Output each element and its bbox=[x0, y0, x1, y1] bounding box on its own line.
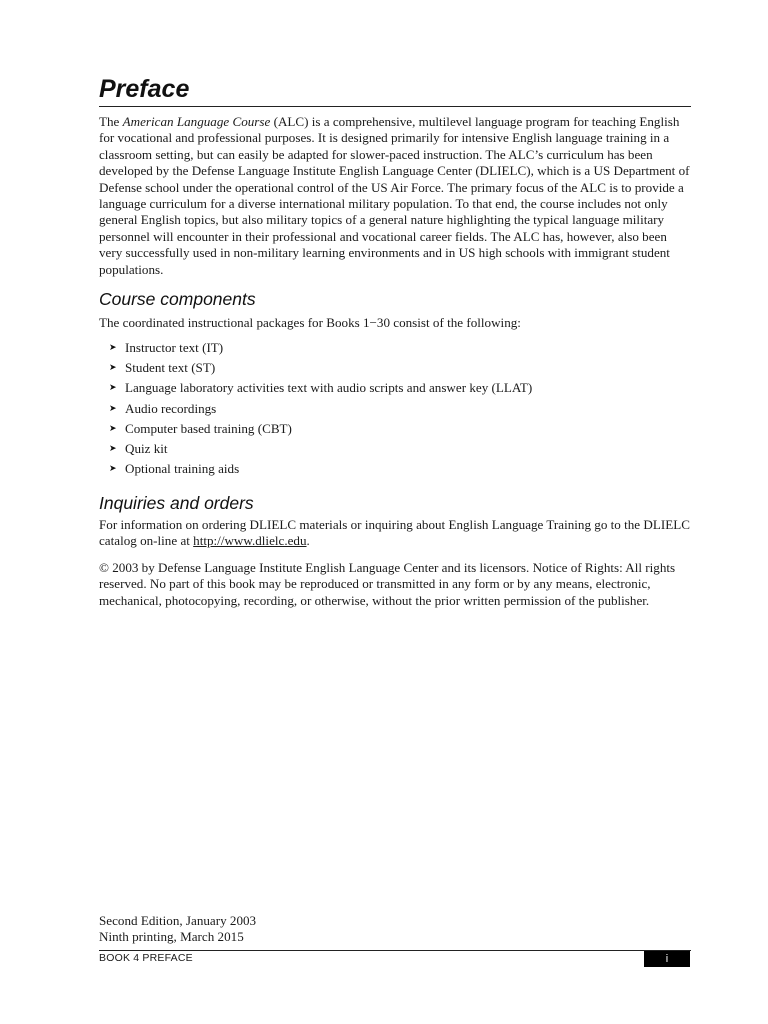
intro-paragraph bbox=[99, 114, 691, 278]
course-name: American Language Course bbox=[122, 114, 271, 129]
list-item-label: Computer based training (CBT) bbox=[125, 420, 292, 436]
list-item-label: Instructor text (IT) bbox=[125, 340, 224, 355]
catalog-link[interactable]: http://www.dlielc.edu bbox=[193, 533, 307, 549]
title-divider bbox=[99, 106, 691, 107]
inquiries-paragraph bbox=[99, 517, 691, 550]
list-item bbox=[109, 378, 532, 398]
arrow-bullet-icon: ➤ bbox=[109, 444, 117, 455]
arrow-bullet-icon: ➤ bbox=[109, 343, 117, 353]
intro-rest: (ALC) is a comprehensive, multilevel language program for teaching English for vocational and professional purposes. It is designed primarily for intensive English language training in a classroom setting, but can easily be adapted for slower-paced instruction. The ALC’s curriculum has been developed by the Defense Language Institute English Language Center (DLIELC), which is a US Department of Defense school under the operational control of the US Air Force. The primary focus of the ALC is to provide a language curriculum for a diverse international military population. To that end, the course includes not only general English topics, but also military topics of a general nature highlighting the typical language military personnel will encounter in their professional and vocational career fields. The ALC has, however, also been very successfully used in non-military learning environments and in US high schools with immigrant student populations. bbox=[99, 114, 690, 277]
inquiries-heading: Inquiries and orders bbox=[99, 493, 254, 513]
arrow-bullet-icon: ➤ bbox=[109, 383, 117, 394]
list-item bbox=[109, 399, 532, 419]
page-number: i bbox=[644, 951, 690, 967]
list-item-label: Optional training aids bbox=[125, 461, 240, 477]
copyright-notice: © 2003 by Defense Language Institute English Language Center and its licensors. Notice of Rights: All rights reserved. No part of this book may be reproduced or transmitted in any form or by any means, electronic, mechanical, photocopying, recording, or otherwise, without the prior written permission of the publisher. bbox=[99, 560, 676, 608]
list-item-label: Student text (ST) bbox=[125, 360, 216, 376]
footer-label: BOOK 4 PREFACE bbox=[99, 952, 193, 964]
intro-prefix: The bbox=[99, 114, 123, 129]
course-components-intro: The coordinated instructional packages for Books 1−30 consist of the following: bbox=[99, 315, 521, 330]
inquiries-text: For information on ordering DLIELC materials or inquiring about English Language Training go to the DLIELC catalog on-line at bbox=[99, 517, 690, 549]
list-item-label: Quiz kit bbox=[125, 441, 168, 457]
arrow-bullet-icon: ➤ bbox=[109, 464, 117, 475]
page-title: Preface bbox=[99, 75, 190, 103]
list-item-label: Language laboratory activities text with audio scripts and answer key (LLAT) bbox=[125, 380, 533, 396]
list-item-label: Audio recordings bbox=[125, 400, 217, 416]
arrow-bullet-icon: ➤ bbox=[109, 423, 117, 434]
list-item bbox=[109, 338, 532, 358]
edition-line: Second Edition, January 2003 bbox=[99, 913, 257, 928]
course-components-heading: Course components bbox=[99, 289, 256, 309]
list-item bbox=[109, 419, 532, 439]
inquiries-suffix: . bbox=[306, 533, 310, 549]
list-item bbox=[109, 439, 532, 459]
arrow-bullet-icon: ➤ bbox=[109, 363, 117, 374]
printing-line: Ninth printing, March 2015 bbox=[99, 929, 244, 945]
list-item bbox=[109, 459, 532, 479]
list-item bbox=[109, 358, 532, 378]
component-list bbox=[109, 338, 532, 479]
edition-info bbox=[99, 913, 256, 946]
arrow-bullet-icon: ➤ bbox=[109, 403, 117, 414]
